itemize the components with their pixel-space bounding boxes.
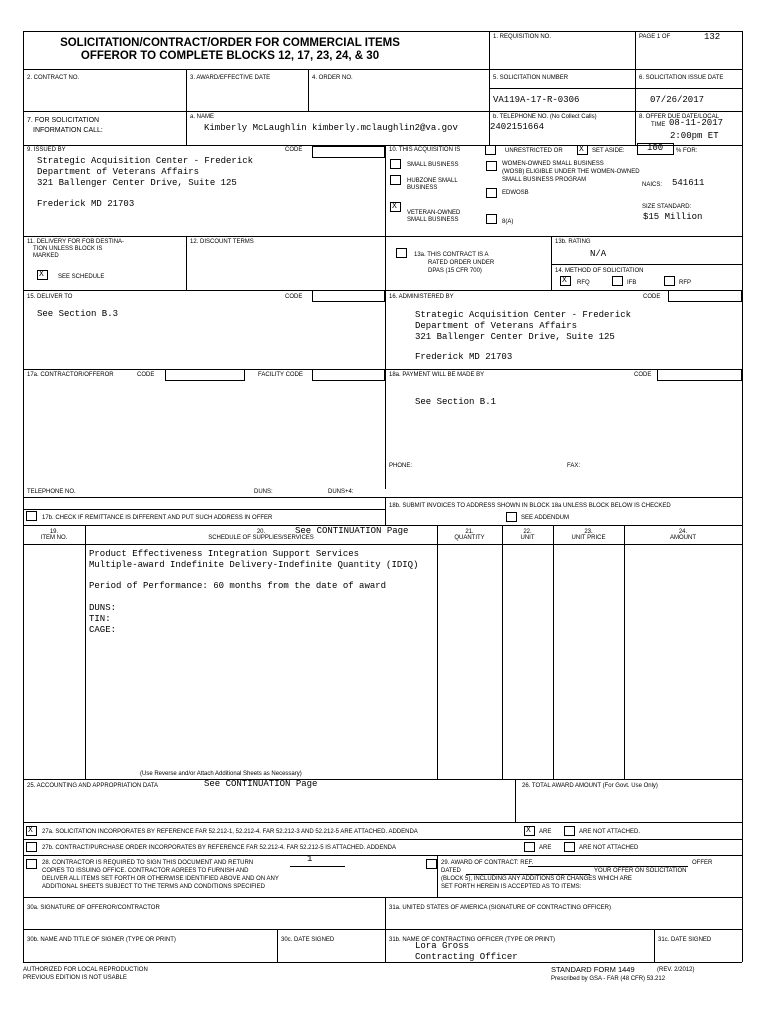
contracting-officer-title: Contracting Officer (415, 952, 518, 962)
b7b-label: b. TELEPHONE NO. (No Collect Calls) (493, 114, 597, 120)
schedule-line-6: CAGE: (89, 625, 117, 635)
see-schedule-label: SEE SCHEDULE (58, 274, 105, 280)
b29-label-4: SET FORTH HEREIN IS ACCEPTED AS TO ITEMS: (441, 884, 582, 890)
offer-due-date[interactable]: 08-11-2017 (669, 118, 724, 128)
small-business-checkbox[interactable] (390, 159, 401, 169)
hubzone-checkbox[interactable] (390, 175, 401, 185)
b29-ref-line (528, 866, 688, 867)
b11-label-2: TION UNLESS BLOCK IS (33, 246, 103, 252)
wosb-label: WOMEN-OWNED SMALL BUSINESS (502, 161, 604, 167)
b30b-label: 30b. NAME AND TITLE OF SIGNER (TYPE OR PRINT) (27, 937, 176, 943)
b27a-checkbox[interactable]: X (26, 826, 37, 836)
footer-rev: (REV. 2/2012) (657, 967, 695, 973)
page-total: 132 (704, 32, 721, 42)
ifb-checkbox[interactable] (612, 276, 623, 286)
footer-form: STANDARD FORM 1449 (551, 965, 635, 974)
issued-by-line-4: Frederick MD 21703 (37, 199, 135, 209)
rfq-label: RFQ (577, 280, 590, 286)
administered-by-line-2: Department of Veterans Affairs (415, 321, 578, 331)
b16-code-label: CODE (643, 294, 661, 300)
b29-your-offer-label: YOUR OFFER ON SOLICITATION (594, 868, 687, 874)
b17b-label: 17b. CHECK IF REMITTANCE IS DIFFERENT AND PUT SUCH ADDRESS IN OFFER (42, 515, 273, 521)
b15-code-label: CODE (285, 294, 303, 300)
rated-order-checkbox[interactable] (396, 248, 407, 258)
b26-label: 26. TOTAL AWARD AMOUNT (For Govt. Use Only) (522, 783, 658, 789)
b17a-label: 17a. CONTRACTOR/OFFEROR (27, 372, 114, 378)
contracting-officer-name: Lora Gross (415, 941, 470, 951)
ifb-label: IFB (627, 280, 637, 286)
duns-label: DUNS: (254, 489, 273, 495)
size-standard-label: SIZE STANDARD: (642, 204, 692, 210)
b13b-label: 13b. RATING (555, 239, 591, 245)
naics-label: NAICS: (642, 182, 663, 188)
b9-label: 9. ISSUED BY (27, 147, 66, 153)
b29-label-3: (BLOCK 5), INCLUDING ANY ADDITIONS OR CHANGES WHICH ARE (441, 876, 632, 882)
veteran-owned-label: VETERAN-OWNED (407, 210, 461, 216)
see-schedule-checkbox[interactable]: X (37, 270, 48, 280)
set-aside-label: SET ASIDE: (592, 148, 625, 154)
b30c-label: 30c. DATE SIGNED (281, 937, 335, 943)
size-standard-value: $15 Million (643, 212, 703, 222)
hubzone-label: HUBZONE SMALL (407, 178, 458, 184)
schedule-line-3: Period of Performance: 60 months from the date of award (89, 581, 387, 591)
solicitation-number[interactable]: VA119A-17-R-0306 (493, 95, 580, 105)
phone-label: PHONE: (389, 463, 413, 469)
contact-name[interactable]: Kimberly McLaughlin kimberly.mclaughlin2@va.gov (204, 123, 458, 133)
b27b-are-label: ARE (539, 845, 552, 851)
b7-label: 7. FOR SOLICITATION (27, 117, 100, 124)
veteran-owned-label-2: SMALL BUSINESS (407, 217, 459, 223)
col24-label: AMOUNT (670, 535, 696, 541)
b29-checkbox[interactable] (426, 859, 437, 869)
schedule-line-1: Product Effectiveness Integration Support Services (89, 549, 360, 559)
edwosb-checkbox[interactable] (486, 188, 497, 198)
facility-code-label: FACILITY CODE (258, 372, 303, 378)
issued-by-line-3: 321 Ballenger Center Drive, Suite 125 (37, 178, 237, 188)
b27b-checkbox[interactable] (26, 842, 37, 852)
rfp-checkbox[interactable] (664, 276, 675, 286)
b7-label-2: INFORMATION CALL: (33, 127, 103, 134)
b31b-label: 31b. NAME OF CONTRACTING OFFICER (TYPE OR PRINT) (389, 937, 556, 943)
b11-label: 11. DELIVERY FOR FOB DESTINA- (27, 239, 125, 245)
b16-label: 16. ADMINISTERED BY (389, 294, 454, 300)
schedule-line-4: DUNS: (89, 603, 117, 613)
footer-prescribed: Prescribed by GSA - FAR (48 CFR) 53.212 (551, 976, 666, 982)
administered-by-line-3: 321 Ballenger Center Drive, Suite 125 (415, 332, 615, 342)
rfq-checkbox[interactable]: X (560, 276, 571, 286)
b18b-label: 18b. SUBMIT INVOICES TO ADDRESS SHOWN IN BLOCK 18a UNLESS BLOCK BELOW IS CHECKED (389, 503, 671, 509)
b18a-code-label: CODE (634, 372, 652, 378)
col24-num: 24. (678, 529, 688, 535)
set-aside-checkbox[interactable]: X (577, 145, 588, 155)
b28-copies-line (290, 866, 345, 867)
edwosb-label: EDWOSB (502, 190, 529, 196)
b12-label: 12. DISCOUNT TERMS (190, 239, 254, 245)
b13a-label-2: RATED ORDER UNDER (428, 260, 495, 266)
veteran-owned-checkbox[interactable]: X (390, 202, 401, 212)
b27a-are-not-checkbox[interactable] (564, 826, 575, 836)
b17a-code-label: CODE (137, 372, 155, 378)
col20-num: 20. (256, 529, 266, 535)
b15-label: 15. DELIVER TO (27, 294, 73, 300)
col23-label: UNIT PRICE (571, 535, 606, 541)
see-addendum-label: SEE ADDENDUM (521, 515, 570, 521)
page-label: PAGE 1 OF (639, 34, 671, 40)
b28-checkbox[interactable] (26, 859, 37, 869)
b27b-are-not-label: ARE NOT ATTACHED (579, 845, 639, 851)
unrestricted-label: UNRESTRICTED OR (505, 148, 563, 154)
wosb-checkbox[interactable] (486, 161, 497, 171)
b31c-label: 31c. DATE SIGNED (658, 937, 712, 943)
col21-label: QUANTITY (454, 535, 485, 541)
b28-copies[interactable]: 1 (307, 854, 313, 864)
form-subtitle: OFFEROR TO COMPLETE BLOCKS 12, 17, 23, 24, & 30 (80, 50, 380, 62)
b29-dated-line (466, 874, 590, 875)
b8-time-label: TIME (651, 122, 666, 128)
b27a-are-checkbox[interactable]: X (524, 826, 535, 836)
b11-label-3: MARKED (33, 253, 59, 259)
offer-due-time[interactable]: 2:00pm ET (670, 131, 719, 141)
b27a-are-label: ARE (539, 829, 552, 835)
see-addendum-checkbox[interactable] (506, 512, 517, 522)
b28-label-2: COPIES TO ISSUING OFFICE. CONTRACTOR AGREES TO FURNISH AND (42, 868, 249, 874)
b28-label-3: DELIVER ALL ITEMS SET FORTH OR OTHERWISE IDENTIFIED ABOVE AND ON ANY (42, 876, 279, 882)
b27b-are-not-checkbox[interactable] (564, 842, 575, 852)
b13a-label-3: DPAS (15 CFR 700) (428, 268, 482, 274)
col19-label: ITEM NO. (40, 535, 68, 541)
schedule-continuation: See CONTINUATION Page (295, 526, 409, 536)
schedule-line-5: TIN: (89, 614, 111, 624)
duns4-label: DUNS+4: (328, 489, 354, 495)
hubzone-label-2: BUSINESS (407, 185, 438, 191)
telephone-number[interactable]: 2402151664 (490, 122, 545, 132)
b28-label-4: ADDITIONAL SHEETS SUBJECT TO THE TERMS AND CONDITIONS SPECIFIED (42, 884, 265, 890)
solicitation-issue-date[interactable]: 07/26/2017 (650, 95, 705, 105)
col19-num: 19. (49, 529, 59, 535)
naics-value: 541611 (672, 178, 705, 188)
b14-label: 14. METHOD OF SOLICITATION (555, 268, 644, 274)
accounting-value: See CONTINUATION Page (204, 779, 318, 789)
eight-a-label: 8(A) (502, 219, 514, 225)
b27b-are-checkbox[interactable] (524, 842, 535, 852)
b9-code-label: CODE (285, 147, 303, 153)
rfp-label: RFP (679, 280, 691, 286)
form-title: SOLICITATION/CONTRACT/ORDER FOR COMMERCIAL ITEMS (60, 37, 400, 49)
b1-label: 1. REQUISITION NO. (493, 34, 552, 40)
col22-num: 22. (523, 529, 532, 535)
b29-label: 29. AWARD OF CONTRACT: REF. (441, 860, 534, 866)
b27b-label: 27b. CONTRACT/PURCHASE ORDER INCORPORATES BY REFERENCE FAR 52.212-4. FAR 52.212-5 IS ATTACHED. ADDENDA (42, 845, 396, 851)
b31a-label: 31a. UNITED STATES OF AMERICA (SIGNATURE OF CONTRACTING OFFICER) (389, 905, 612, 911)
remittance-checkbox[interactable] (26, 511, 37, 521)
administered-by-line-1: Strategic Acquisition Center - Frederick (415, 310, 632, 320)
col23-num: 23. (584, 529, 593, 535)
b27a-label: 27a. SOLICITATION INCORPORATES BY REFERENCE FAR 52.212-1, 52.212-4. FAR 52.212-3 AND 52.212-5 ARE ATTACHED. ADDENDA (42, 829, 418, 835)
deliver-to-value: See Section B.3 (37, 309, 119, 319)
col20-label: SCHEDULE OF SUPPLIES/SERVICES (208, 535, 314, 541)
telephone-label: TELEPHONE NO. (27, 489, 76, 495)
b2-label: 2. CONTRACT NO. (27, 75, 80, 81)
footer-auth: AUTHORIZED FOR LOCAL REPRODUCTION (23, 967, 148, 973)
footer-prev: PREVIOUS EDITION IS NOT USABLE (23, 975, 127, 981)
b27a-are-not-label: ARE NOT ATTACHED. (579, 829, 641, 835)
col22-label: UNIT (520, 535, 535, 541)
b25-label: 25. ACCOUNTING AND APPROPRIATION DATA (27, 783, 159, 789)
rating-value: N/A (590, 249, 607, 259)
wosb-label-3: SMALL BUSINESS PROGRAM (502, 177, 587, 183)
b18a-label: 18a. PAYMENT WILL BE MADE BY (389, 372, 485, 378)
unrestricted-checkbox[interactable] (485, 145, 496, 155)
b3-label: 3. AWARD/EFFECTIVE DATE (190, 75, 271, 81)
schedule-footnote: (Use Reverse and/or Attach Additional Sheets as Necessary) (140, 771, 302, 777)
wosb-label-2: (WOSB) ELIGIBLE UNDER THE WOMEN-OWNED (502, 169, 640, 175)
b29-dated-label: DATED (441, 868, 461, 874)
payment-by-value: See Section B.1 (415, 397, 497, 407)
b4-label: 4. ORDER NO. (312, 75, 353, 81)
b6-label: 6. SOLICITATION ISSUE DATE (639, 75, 724, 81)
b5-label: 5. SOLICITATION NUMBER (493, 75, 569, 81)
b29-offer-label: OFFER (692, 860, 713, 866)
administered-by-line-4: Frederick MD 21703 (415, 352, 513, 362)
b10-label: 10. THIS ACQUISITION IS (389, 147, 461, 153)
issued-by-line-2: Department of Veterans Affairs (37, 167, 200, 177)
b8-label: 8. OFFER DUE DATE/LOCAL (639, 114, 719, 120)
small-business-label: SMALL BUSINESS (407, 162, 459, 168)
b30a-label: 30a. SIGNATURE OF OFFEROR/CONTRACTOR (27, 905, 160, 911)
schedule-line-2: Multiple-award Indefinite Delivery-Indefinite Quantity (IDIQ) (89, 560, 419, 570)
pct-for-label: % FOR: (676, 148, 698, 154)
fax-label: FAX: (567, 463, 581, 469)
eight-a-checkbox[interactable] (486, 214, 497, 224)
issued-by-line-1: Strategic Acquisition Center - Frederick (37, 156, 254, 166)
b7a-label: a. NAME (190, 114, 215, 120)
col21-num: 21. (465, 529, 474, 535)
b13a-label: 13a. THIS CONTRACT IS A (414, 252, 489, 258)
b28-label: 28. CONTRACTOR IS REQUIRED TO SIGN THIS DOCUMENT AND RETURN (42, 860, 254, 866)
set-aside-pct: 100 (647, 143, 664, 153)
